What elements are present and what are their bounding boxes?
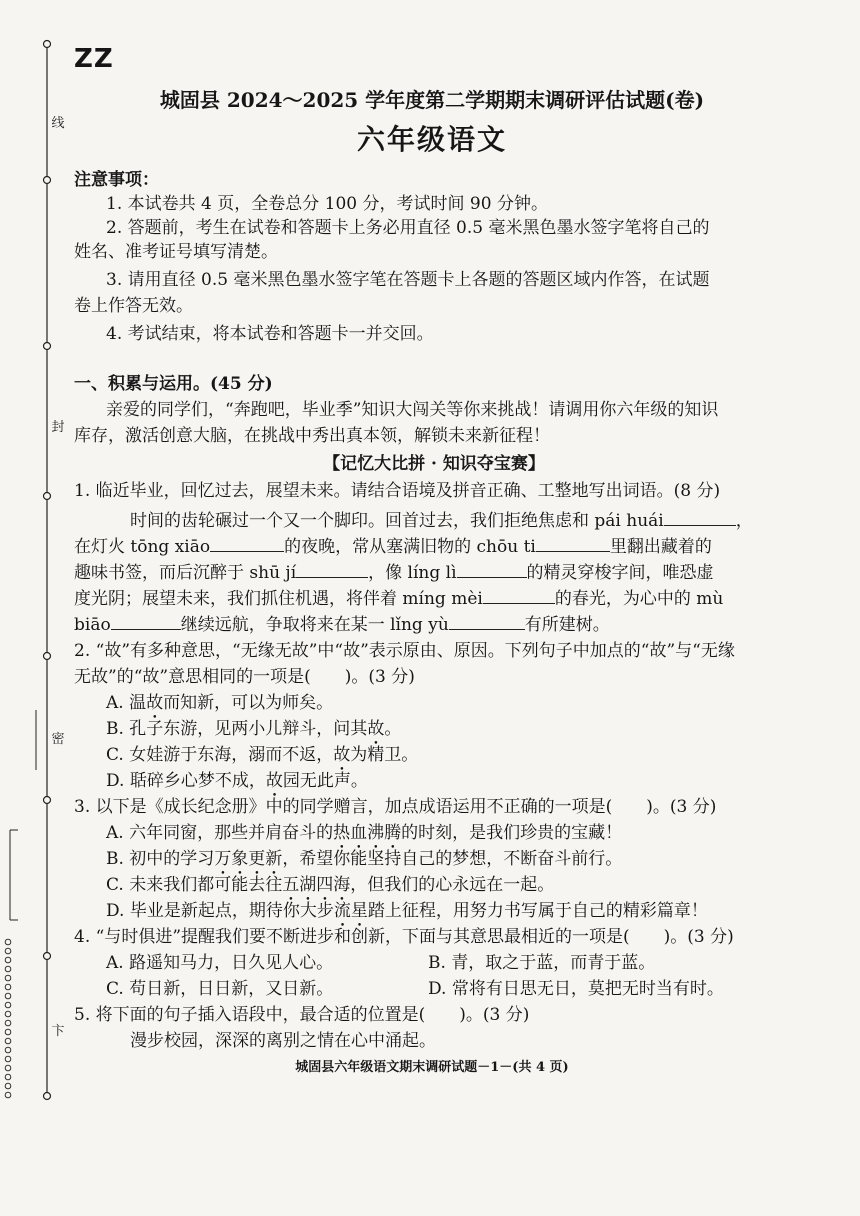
q4-option-a[interactable]: A. 路遥知马力，日久见人心。 [106, 953, 334, 973]
q1-text: 的精灵穿梭字间，唯恐虚 [526, 563, 714, 583]
notice-item-4: 4. 考试结束，将本试卷和答题卡一并交回。 [106, 324, 434, 344]
q4-option-d[interactable]: D. 常将有日思无日，莫把无时当有时。 [428, 979, 724, 999]
q4-option-c[interactable]: C. 苟日新，日日新，又日新。 [106, 979, 334, 999]
q1-blank-tongxiao[interactable] [210, 533, 284, 552]
q2-c-text: C. 女娃游于东海，溺而不返， [106, 745, 334, 765]
q2-d-dotted: 故 [265, 771, 283, 791]
q1-text: ， [735, 511, 753, 531]
q3-a-text: A. 六年同窗，那些并肩奋斗的 [106, 823, 334, 843]
q1-blank-shuji[interactable] [296, 559, 368, 578]
q2-c-text: 为精卫。 [350, 745, 419, 765]
q1-line-3 [74, 559, 794, 585]
margin-label-secret: 密 [51, 732, 65, 747]
q1-blank-lingyu[interactable] [449, 611, 525, 630]
q3-d-text: 踏上征程，用努力书写属于自己的精彩篇章！ [367, 901, 708, 921]
q1-text: 度光阴；展望未来，我们抓住机遇，将伴着 míng mèi [74, 589, 483, 609]
q1-text: 的春光，为心中的 mù [554, 589, 724, 609]
q3-c-text: ，但我们的心永远在一起。 [350, 875, 555, 895]
notice-item-1: 1. 本试卷共 4 页，全卷总分 100 分，考试时间 90 分钟。 [106, 194, 548, 214]
exam-title: 城固县 2024～2025 学年度第二学期期末调研评估试题(卷) [159, 88, 705, 112]
q2-text: )。(3 分) [344, 667, 415, 687]
q2-b-dotted: 故 [367, 719, 385, 739]
notice-heading: 注意事项： [74, 170, 159, 190]
q1-text: 的夜晚，常从塞满旧物的 chōu ti [284, 537, 536, 557]
q3-d-dotted: 流星 [333, 901, 368, 921]
q2-a-dotted: 故 [146, 693, 164, 713]
q5-text: )。(3 分) [459, 1005, 530, 1025]
margin-label-bottom: 卞 [51, 1024, 65, 1039]
q2-d-text: D. 聒碎乡心梦不成， [106, 771, 266, 791]
margin-label-line: 线 [51, 116, 65, 131]
q2-a-text: 而知新，可以为师矣。 [163, 693, 334, 713]
q1-line-4 [74, 585, 794, 611]
q1-blank-paihuai[interactable] [664, 507, 736, 526]
q2-stem-cont [74, 665, 794, 689]
section-intro: 亲爱的同学们，“奔跑吧，毕业季”知识大闯关等你来挑战！请调用你六年级的知识 [106, 400, 719, 420]
q2-stem: 2. “故”有多种意思，“无缘无故”中“故”表示原由、原因。下列句子中加点的“故”与“无缘 [74, 641, 735, 661]
q1-text: ，像 líng lì [368, 563, 457, 583]
subject-title: 六年级语文 [356, 123, 507, 156]
page-footer: 城固县六年级语文期末调研试题－1－(共 4 页) [295, 1060, 569, 1075]
q1-blank-lingli[interactable] [457, 559, 527, 578]
q3-c-dotted: 五湖四海 [282, 875, 351, 895]
section-banner: 【记忆大比拼 · 知识夺宝赛】 [323, 454, 545, 474]
q1-blank-mingmei[interactable] [483, 585, 555, 604]
notice-item-2-cont: 姓名、准考证号填写清楚。 [74, 242, 278, 262]
q4-row-2 [106, 977, 826, 1001]
q3-c-text: C. 未来我们都可能去往 [106, 875, 283, 895]
q1-text: 里翻出藏着的 [609, 537, 712, 557]
q3-stem [74, 795, 794, 819]
margin-label-seal: 封 [51, 420, 65, 435]
q4-option-b[interactable]: B. 青，取之于蓝，而青于蓝。 [428, 953, 656, 973]
q4-text: 4. “与时俱进”提醒我们要不断进步和创新，下面与其意思最相近的一项是( [74, 927, 630, 947]
q2-d-text: 园无此声。 [282, 771, 368, 791]
q1-text: biāo [74, 615, 111, 635]
q4-row-1 [106, 951, 826, 975]
q2-c-dotted: 故 [333, 745, 351, 765]
section-intro-cont: 库存，激活创意大脑，在挑战中秀出真本领，解锁未来新征程！ [74, 426, 550, 446]
q3-b-dotted: 万象更新 [214, 849, 283, 869]
q1-text: 趣味书签，而后沉醉于 shū jí [74, 563, 297, 583]
section-heading: 一、积累与运用。(45 分) [74, 374, 273, 394]
q5-stem [74, 1003, 794, 1027]
notice-item-2: 2. 答题前，考生在试卷和答题卡上务必用直径 0.5 毫米黑色墨水签字笔将自己的 [106, 218, 710, 238]
q1-line-1 [130, 507, 850, 533]
q1-blank-chouti[interactable] [536, 533, 610, 552]
q1-line-5 [74, 611, 794, 637]
q2-a-text: A. 温 [106, 693, 147, 713]
q5-text: 5. 将下面的句子插入语段中，最合适的位置是( [74, 1005, 426, 1025]
q2-b-text: B. 孔子东游，见两小儿辩斗，问其 [106, 719, 368, 739]
q5-sentence: 漫步校园，深深的离别之情在心中涌起。 [130, 1031, 436, 1051]
q4-text: )。(3 分) [663, 927, 734, 947]
q2-text: 无故”的“故”意思相同的一项是( [74, 667, 311, 687]
q1-text: 时间的齿轮碾过一个又一个脚印。回首过去，我们拒绝焦虑和 pái huái [130, 511, 664, 531]
q1-line-2 [74, 533, 794, 559]
q3-a-text: 的时刻，是我们珍贵的宝藏！ [401, 823, 623, 843]
q3-d-text: D. 毕业是新起点，期待你大步 [106, 901, 334, 921]
notice-item-3-cont: 卷上作答无效。 [74, 296, 193, 316]
q3-a-dotted: 热血沸腾 [333, 823, 402, 843]
q3-text: 3. 以下是《成长纪念册》中的同学赠言，加点成语运用不正确的一项是( [74, 797, 613, 817]
paper-mark: ZZ [74, 44, 114, 74]
binding-line-decoration [0, 30, 70, 1110]
q3-b-text: ，希望你能坚持自己的梦想，不断奋斗前行。 [282, 849, 623, 869]
q1-stem: 1. 临近毕业，回忆过去，展望未来。请结合语境及拼音正确、工整地写出词语。(8 分) [74, 481, 721, 501]
q4-stem [74, 925, 794, 949]
q3-text: )。(3 分) [646, 797, 717, 817]
q1-text: 在灯火 tōng xiāo [74, 537, 211, 557]
binding-margin [0, 30, 70, 1110]
q3-b-text: B. 初中的学习 [106, 849, 215, 869]
q1-blank-mubiao[interactable] [111, 611, 181, 630]
q2-b-text: 。 [384, 719, 402, 739]
q1-text: 继续远航，争取将来在某一 lǐng yù [180, 615, 449, 635]
notice-item-3: 3. 请用直径 0.5 毫米黑色墨水签字笔在答题卡上各题的答题区域内作答，在试题 [106, 270, 710, 290]
q1-text: 有所建树。 [524, 615, 610, 635]
